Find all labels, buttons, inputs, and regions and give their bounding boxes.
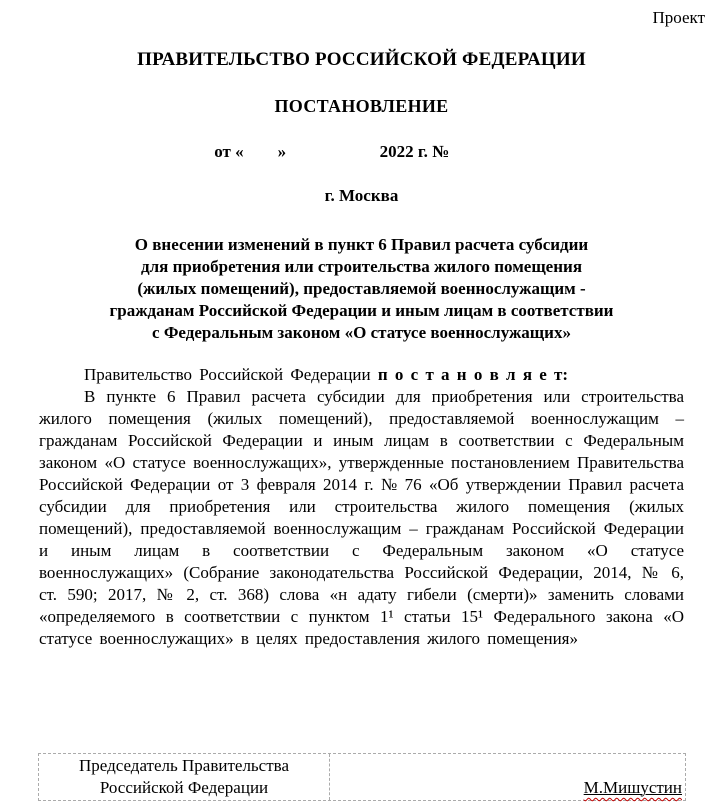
signature-name: М.Мишустин [583, 778, 682, 797]
title-line-4: гражданам Российской Федерации и иным лицам в соответствии [109, 301, 614, 320]
signature-table [38, 753, 686, 801]
date-number-line: от « » 2022 г. № [214, 142, 509, 161]
signature-position-line2: Российской Федерации [99, 778, 269, 797]
document-type: ПОСТАНОВЛЕНИЕ [274, 96, 449, 116]
signature-position-cell [39, 754, 330, 800]
title-line-1: О внесении изменений в пункт 6 Правил расчета субсидии [134, 235, 589, 254]
amendment-paragraph: В пункте 6 Правил расчета субсидии для приобретения или строительства жилого помещения (жилых помещений), предоставляемой военнослужащим – гражданам Российской Федерации и иным лицам в соответствии с Федеральным законом «О статусе военнослужащих», утвержденные постановлением Правительства Российской Федерации от 3 февраля 2014 г. № 76 «Об утверждении Правил расчета субсидии для приобретения или строительства жилого помещения (жилых помещений), предоставляемой военнослужащим – гражданам Российской Федерации и иным лицам в соответствии с Федеральным законом «О статусе военнослужащих» (Собрание законодательства Российской Федерации, 2014, № 6, ст. 590; 2017, № 2, ст. 368) слова «н адату гибели (смерти)» заменить словами «определяемого в соответствии с пунктом 1¹ статьи 15¹ Федерального закона «О статусе военнослужащих» в целях предоставления жилого помещения» [39, 387, 684, 648]
signature-name-underline [584, 777, 682, 799]
signature-name-cell [330, 754, 685, 800]
draft-label-row [0, 0, 723, 28]
title-line-5: с Федеральным законом «О статусе военнослужащих» [152, 323, 571, 342]
title-line-2: для приобретения или строительства жилого помещения [140, 257, 583, 276]
title-line-3: (жилых помещений), предоставляемой военнослужащим - [137, 279, 586, 298]
resolution-verb: п о с т а н о в л я е т: [377, 365, 569, 384]
resolution-intro: Правительство Российской Федерации [84, 365, 378, 384]
resolution-line [39, 364, 684, 386]
document-title [50, 234, 673, 344]
organization-name: ПРАВИТЕЛЬСТВО РОССИЙСКОЙ ФЕДЕРАЦИИ [137, 49, 586, 70]
city-line: г. Москва [324, 186, 399, 205]
draft-label: Проект [652, 8, 705, 27]
signature-position-line1: Председатель Правительства [78, 756, 290, 775]
